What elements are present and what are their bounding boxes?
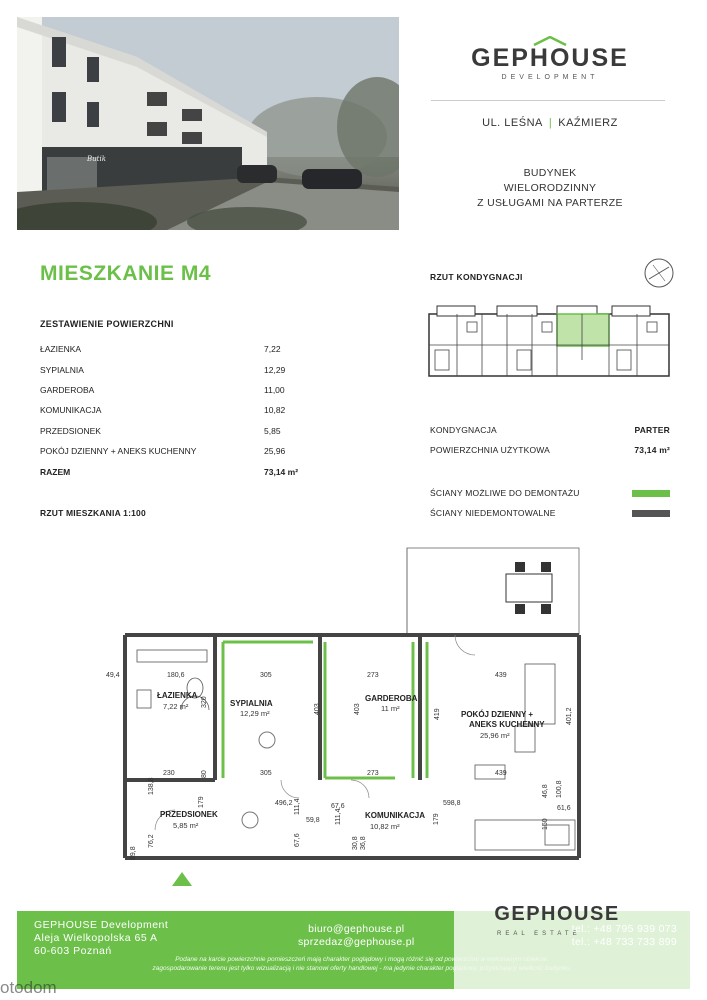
footer-phones — [547, 923, 677, 949]
building-description — [430, 166, 670, 211]
address — [430, 117, 670, 129]
dim-label: 439 — [495, 770, 507, 777]
dim-label: 67,6 — [294, 833, 301, 847]
footer-emails — [298, 923, 414, 949]
dim-label: 230 — [163, 770, 175, 777]
area-total-row — [40, 461, 305, 481]
room-area-sypialnia: 12,29 m² — [240, 709, 270, 718]
dim-label: 80 — [201, 770, 208, 778]
dim-label: 49,4 — [106, 672, 120, 679]
area-row — [40, 421, 305, 441]
area-row — [40, 380, 305, 400]
footer-company — [34, 919, 168, 958]
dim-label: 30,8 — [352, 836, 359, 850]
areas-table — [40, 339, 305, 482]
dim-label: 179 — [433, 813, 440, 825]
bathroom-fixtures — [137, 650, 209, 710]
area-row — [40, 359, 305, 379]
terrace — [407, 548, 579, 634]
kitchen-block — [475, 820, 575, 850]
dim-label: 403 — [314, 703, 321, 715]
usable-area-row — [430, 445, 670, 455]
brand-subtitle: DEVELOPMENT — [501, 74, 599, 81]
footer-brand-name: GEPHOUSE — [494, 903, 620, 925]
room-area-pokoj: 25,96 m² — [480, 731, 510, 740]
dim-label: 439 — [495, 672, 507, 679]
dim-label: 320 — [201, 696, 208, 708]
dim-label: 403 — [354, 703, 361, 715]
legend-fixed — [430, 508, 670, 518]
dim-label: 419 — [434, 708, 441, 720]
room-label-pokoj-1: POKÓJ DZIENNY + — [461, 710, 534, 719]
city: KAŹMIERZ — [558, 117, 618, 129]
dim-label: 401,2 — [566, 707, 573, 725]
floor-label: KONDYGNACJA — [430, 425, 497, 435]
dim-label: 179 — [198, 796, 205, 808]
room-area-lazienka: 7,22 m² — [163, 702, 189, 711]
total-area: 73,14 m² — [264, 466, 299, 477]
room-name: ŁAZIENKA — [40, 344, 82, 355]
divider — [431, 100, 665, 101]
dim-label: 150 — [542, 818, 549, 830]
area-row — [40, 339, 305, 359]
company-street: Aleja Wielkopolska 65 A — [34, 932, 158, 944]
usable-area-label: POWIERZCHNIA UŻYTKOWA — [430, 445, 551, 455]
room-name: POKÓJ DZIENNY + ANEKS KUCHENNY — [40, 446, 197, 457]
footer — [17, 903, 690, 989]
dim-label: 180,6 — [167, 672, 185, 679]
entrance-arrow-icon — [172, 872, 192, 886]
room-area: 12,29 — [264, 364, 286, 375]
building-line: WIELORODZINNY — [503, 182, 597, 194]
company-city: 60-603 Poznań — [34, 945, 112, 957]
room-name: SYPIALNIA — [40, 364, 84, 375]
usable-area-value: 73,14 m² — [634, 445, 670, 455]
dim-label: 76,2 — [148, 834, 155, 848]
dim-label: 89,8 — [130, 846, 137, 860]
shop-sign: Butik — [87, 155, 106, 163]
total-label: RAZEM — [40, 466, 71, 477]
watermark: otodom — [0, 978, 57, 997]
room-label-przedsionek: PRZEDSIONEK — [160, 810, 218, 819]
apartment-title: MIESZKANIE M4 — [40, 262, 212, 285]
room-area: 7,22 — [264, 344, 281, 355]
room-name: GARDEROBA — [40, 384, 95, 395]
dim-label: 100,8 — [556, 780, 563, 798]
floor-plan-thumbnail — [427, 300, 672, 385]
room-area-przedsionek: 5,85 m² — [173, 821, 199, 830]
address-separator: | — [548, 117, 553, 129]
email-link[interactable]: sprzedaz@gephouse.pl — [298, 936, 415, 948]
room-area: 10,82 — [264, 405, 286, 416]
dim-label: 305 — [260, 672, 272, 679]
dim-label: 46,8 — [542, 784, 549, 798]
disclaimer-line: zagospodarowanie terenu jest tylko wizualizacją i nie stanowi oferty handlowej - ma jedynie charakter poglądowy, przybliżający wielkość budynku. — [152, 965, 572, 972]
room-label-komunikacja: KOMUNIKACJA — [365, 811, 425, 820]
dim-label: 67,6 — [331, 803, 345, 810]
dim-label: 138,8 — [148, 777, 155, 795]
apartment-plan — [95, 540, 585, 870]
wheelchair-icons — [242, 732, 275, 828]
phone-link[interactable]: tel.: +48 795 939 073 — [571, 923, 677, 935]
dim-label: 598,8 — [443, 800, 461, 807]
dim-label: 273 — [367, 770, 379, 777]
floor-info-row — [430, 425, 670, 435]
dim-label: 496,2 — [275, 800, 293, 807]
floor-value: PARTER — [634, 425, 670, 435]
legend-swatch-gray — [632, 510, 670, 517]
dim-label: 61,6 — [557, 805, 571, 812]
disclaimer-line: Podane na karcie powierzchnie pomieszczeń mają charakter poglądowy i mogą różnić się od powierzchni w wykonanym obiekcie. — [175, 956, 549, 963]
room-name: KOMUNIKACJA — [40, 405, 102, 416]
dim-label: 36,8 — [360, 836, 367, 850]
room-name: PRZEDSIONEK — [40, 425, 101, 436]
room-area: 25,96 — [264, 446, 286, 457]
brand-logo — [430, 36, 670, 81]
room-area: 5,85 — [264, 425, 281, 436]
floor-plan-title: RZUT KONDYGNACJI — [430, 272, 523, 282]
footer-brand-subtitle: REAL ESTATE — [497, 931, 581, 937]
dim-label: 111,4 — [294, 798, 301, 815]
dim-label: 273 — [367, 672, 379, 679]
area-row — [40, 400, 305, 420]
area-row — [40, 441, 305, 461]
dim-label: 111,4 — [335, 808, 342, 825]
legend-removable-label: ŚCIANY MOŻLIWE DO DEMONTAŻU — [430, 488, 580, 498]
legend-fixed-label: ŚCIANY NIEDEMONTOWALNE — [430, 508, 556, 518]
building-line: Z USŁUGAMI NA PARTERZE — [477, 197, 623, 209]
phone-link[interactable]: tel.: +48 733 733 899 — [571, 936, 677, 948]
roof-logo-icon — [533, 36, 567, 46]
room-area: 11,00 — [264, 384, 285, 395]
areas-section-title: ZESTAWIENIE POWIERZCHNI — [40, 319, 174, 329]
building-render-image — [17, 17, 399, 230]
footer-disclaimer — [34, 955, 690, 973]
room-label-pokoj-2: ANEKS KUCHENNY — [469, 720, 545, 729]
legend-swatch-green — [632, 490, 670, 497]
building-line: BUDYNEK — [523, 167, 577, 179]
room-label-garderoba: GARDEROBA — [365, 694, 418, 703]
company-name: GEPHOUSE Development — [34, 919, 169, 931]
table-icon — [506, 562, 552, 614]
brand-name: GEPHOUSE — [471, 44, 629, 72]
plan-scale-label: RZUT MIESZKANIA 1:100 — [40, 508, 146, 518]
dim-label: 305 — [260, 770, 272, 777]
room-label-lazienka: ŁAZIENKA — [157, 691, 198, 700]
legend-removable — [430, 488, 670, 498]
room-area-garderoba: 11 m² — [381, 704, 400, 713]
room-area-komunikacja: 10,82 m² — [370, 822, 400, 831]
email-link[interactable]: biuro@gephouse.pl — [308, 923, 405, 935]
compass-icon — [643, 257, 675, 289]
room-label-sypialnia: SYPIALNIA — [230, 699, 273, 708]
street: UL. LEŚNA — [482, 117, 543, 129]
dim-label: 59,8 — [306, 817, 320, 824]
